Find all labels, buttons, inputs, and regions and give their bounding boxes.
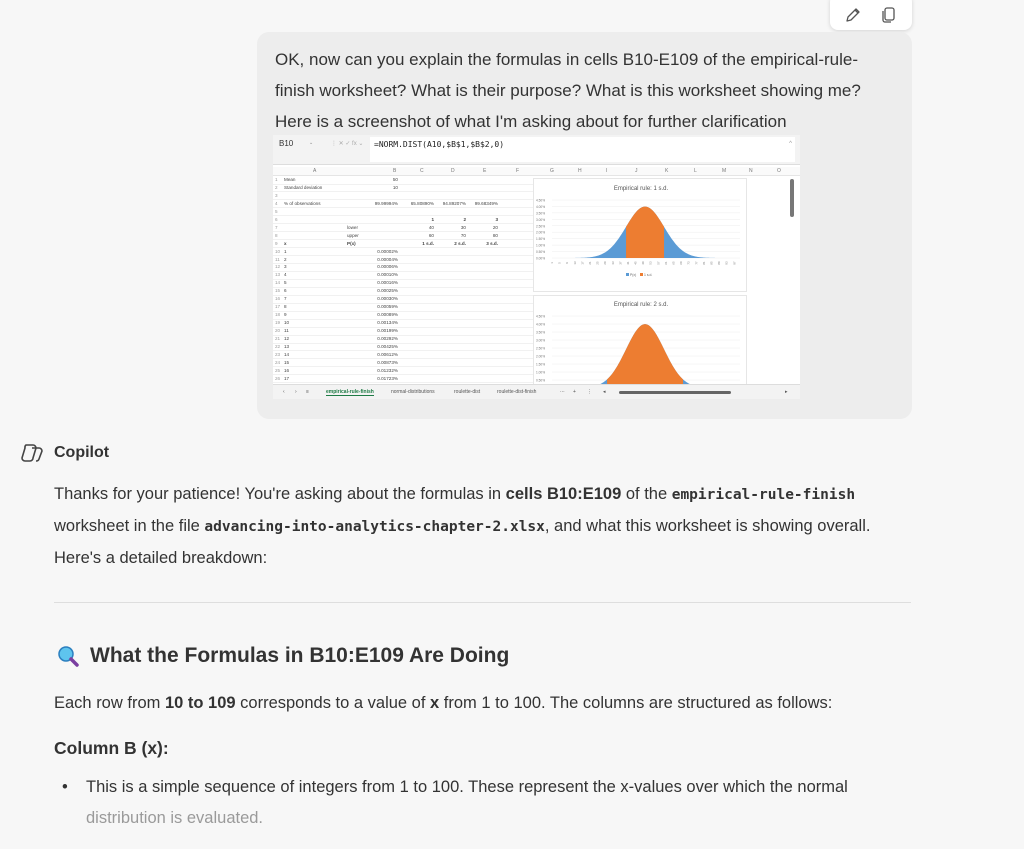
x-tick-label: 73 bbox=[686, 261, 691, 265]
user-message-text: OK, now can you explain the formulas in cells B10-E109 of the empirical-rule-finish worksheet? What is their purpose? What is this worksheet showing me? Here is a screenshot of what I'm asking about for further clarification bbox=[275, 50, 861, 131]
name-box: B10 bbox=[279, 139, 294, 148]
cell-b[interactable]: 0.00199% bbox=[377, 328, 398, 334]
x-tick-label: 49 bbox=[641, 261, 646, 265]
cell-a[interactable]: 2 bbox=[284, 256, 287, 262]
legend-swatch-sd bbox=[640, 273, 643, 276]
cell-c[interactable]: 40 bbox=[428, 224, 434, 230]
y-tick-label: 0.50% bbox=[536, 378, 546, 383]
row-number[interactable]: 13 bbox=[275, 272, 281, 278]
row-number[interactable]: 7 bbox=[275, 224, 278, 230]
cell-a[interactable]: 1 bbox=[284, 248, 287, 254]
x-tick-label: 1 bbox=[550, 262, 554, 264]
y-tick-label: 3.00% bbox=[536, 338, 546, 343]
y-tick-label: 3.50% bbox=[536, 211, 546, 216]
row-number[interactable]: 26 bbox=[275, 375, 281, 381]
rows-text: Each row from bbox=[54, 694, 165, 712]
prev-sheet-icon[interactable]: ‹ bbox=[283, 389, 285, 395]
row-number[interactable]: 24 bbox=[275, 359, 281, 365]
copilot-logo-icon bbox=[20, 442, 44, 464]
row-number[interactable]: 17 bbox=[275, 304, 281, 310]
y-tick-label: 4.50% bbox=[536, 314, 546, 319]
row-number[interactable]: 8 bbox=[275, 232, 278, 238]
cell-b[interactable]: 0.00612% bbox=[377, 351, 398, 357]
cell-d[interactable]: 2 bbox=[463, 216, 466, 222]
row-number[interactable]: 15 bbox=[275, 288, 281, 294]
column-header-l[interactable]: L bbox=[694, 168, 697, 174]
x-tick-label: 13 bbox=[572, 261, 577, 265]
sheet-tab-empirical-rule-finish[interactable]: empirical-rule-finish bbox=[326, 389, 374, 395]
cell-d[interactable]: 30 bbox=[460, 224, 466, 230]
cell-label[interactable]: upper bbox=[347, 232, 359, 238]
x-tick-label: 29 bbox=[603, 261, 608, 265]
rows-paragraph bbox=[54, 688, 914, 718]
cell-b[interactable]: 0.00002% bbox=[377, 248, 398, 254]
add-sheet-icon[interactable]: + bbox=[573, 389, 576, 395]
column-header-m[interactable]: M bbox=[722, 168, 727, 174]
more-icon: ⋮ bbox=[587, 389, 592, 395]
cell-e[interactable]: 99.68349% bbox=[474, 200, 498, 206]
cell-a[interactable]: Standard deviation bbox=[284, 184, 323, 190]
cell-b[interactable]: 50 bbox=[392, 177, 398, 182]
y-tick-label: 1.00% bbox=[536, 370, 546, 375]
section-heading-text: What the Formulas in B10:E109 Are Doing bbox=[90, 644, 510, 667]
row-number[interactable]: 19 bbox=[275, 320, 281, 326]
cell-b[interactable]: 0.00059% bbox=[377, 304, 398, 310]
sheet-tabs bbox=[273, 384, 800, 399]
sheet-menu-icon[interactable]: ≡ bbox=[306, 389, 309, 395]
row-number[interactable]: 21 bbox=[275, 336, 281, 341]
cell-grid bbox=[273, 176, 538, 383]
sheet-tab-roulette-dist-finish[interactable]: roulette-dist-finish bbox=[497, 389, 537, 395]
cell-a[interactable]: 13 bbox=[284, 343, 290, 349]
y-tick-label: 3.00% bbox=[536, 217, 546, 222]
column-header-h[interactable]: H bbox=[578, 168, 582, 174]
cell-b[interactable]: 0.00425% bbox=[377, 343, 398, 349]
cell-e[interactable]: 20 bbox=[492, 224, 498, 230]
x-tick-label: 77 bbox=[694, 261, 699, 265]
y-tick-label: 4.50% bbox=[536, 198, 546, 203]
cell-b[interactable]: 0.00010% bbox=[377, 272, 398, 278]
rows-text: from 1 to 100. The columns are structured as follows: bbox=[439, 694, 833, 712]
x-tick-label: 93 bbox=[724, 261, 729, 265]
x-tick-label: 5 bbox=[557, 262, 562, 264]
cell-b[interactable]: 0.00016% bbox=[377, 280, 398, 286]
section-heading bbox=[56, 644, 509, 668]
cell-a[interactable]: 7 bbox=[284, 296, 287, 302]
divider bbox=[54, 602, 911, 603]
x-tick-label: 97 bbox=[732, 261, 737, 265]
row-number[interactable]: 6 bbox=[275, 216, 278, 222]
y-tick-label: 4.00% bbox=[536, 322, 546, 327]
list-item bbox=[64, 772, 914, 834]
row-number[interactable]: 2 bbox=[275, 184, 278, 190]
rows-bold-range: 10 to 109 bbox=[164, 694, 236, 712]
cell-label[interactable]: lower bbox=[347, 224, 358, 230]
cell-a[interactable]: 16 bbox=[284, 367, 290, 373]
copilot-name: Copilot bbox=[54, 444, 110, 461]
row-number[interactable]: 3 bbox=[275, 192, 278, 198]
cell-b[interactable]: 0.00089% bbox=[377, 312, 398, 318]
x-tick-label: 89 bbox=[717, 261, 722, 265]
chart-title: Empirical rule: 1 s.d. bbox=[613, 186, 669, 192]
column-header-g[interactable]: G bbox=[550, 168, 554, 174]
next-sheet-icon[interactable]: › bbox=[295, 389, 297, 395]
x-tick-label: 69 bbox=[679, 261, 684, 265]
cell-a[interactable]: 3 bbox=[284, 264, 287, 270]
cell-a[interactable]: 17 bbox=[284, 375, 290, 381]
cell-b[interactable]: 0.00004% bbox=[377, 256, 398, 262]
intro-code-filename: advancing-into-analytics-chapter-2.xlsx bbox=[204, 519, 545, 535]
intro-code-worksheet: empirical-rule-finish bbox=[671, 487, 856, 503]
y-tick-label: 2.00% bbox=[536, 354, 546, 359]
cell-a[interactable]: x bbox=[284, 240, 287, 246]
rows-text: corresponds to a value of bbox=[235, 694, 431, 712]
y-tick-label: 0.50% bbox=[536, 250, 546, 255]
formula-bar bbox=[273, 135, 800, 165]
cell-b[interactable]: 0.00030% bbox=[377, 296, 398, 302]
cell-d[interactable]: 2 s.d. bbox=[454, 240, 466, 246]
x-tick-label: 85 bbox=[709, 261, 714, 265]
column-header-o[interactable]: O bbox=[777, 168, 781, 174]
cell-b[interactable]: 99.99994% bbox=[374, 200, 398, 206]
y-tick-label: 1.50% bbox=[536, 237, 546, 242]
cell-a[interactable]: 9 bbox=[284, 312, 287, 318]
y-tick-label: 1.50% bbox=[536, 362, 546, 367]
intro-bold-cells: cells B10:E109 bbox=[505, 485, 622, 503]
column-header-a[interactable]: A bbox=[313, 168, 317, 174]
x-tick-label: 45 bbox=[633, 261, 638, 265]
horizontal-scrollbar[interactable] bbox=[619, 391, 731, 394]
cell-e[interactable]: 80 bbox=[492, 232, 498, 238]
y-tick-label: 3.50% bbox=[536, 330, 546, 335]
cell-a[interactable]: 14 bbox=[284, 351, 290, 357]
rows-bold-x: x bbox=[430, 694, 440, 712]
row-number[interactable]: 1 bbox=[275, 177, 278, 182]
column-header-c[interactable]: C bbox=[420, 168, 424, 174]
cell-e[interactable]: 3 s.d. bbox=[486, 240, 498, 246]
x-tick-label: 33 bbox=[610, 261, 615, 265]
copy-icon bbox=[880, 6, 898, 24]
y-tick-label: 2.50% bbox=[536, 346, 546, 351]
cell-b[interactable]: 10 bbox=[392, 184, 398, 190]
cell-label[interactable]: P(x) bbox=[347, 240, 356, 246]
row-number[interactable]: 4 bbox=[275, 200, 278, 206]
sheet-list-icon[interactable]: ⋯ bbox=[560, 389, 565, 395]
cell-c[interactable]: 1 s.d. bbox=[422, 240, 434, 246]
x-tick-label: 53 bbox=[648, 261, 653, 265]
formula-text: =NORM.DIST(A10,$B$1,$B$2,0) bbox=[370, 137, 795, 162]
column-header-e[interactable]: E bbox=[483, 168, 487, 174]
cell-d[interactable]: 94.89207% bbox=[442, 200, 466, 206]
vertical-scrollbar[interactable] bbox=[790, 179, 794, 217]
row-number[interactable]: 23 bbox=[275, 351, 281, 357]
subheading-column-b: Column B (x): bbox=[54, 738, 169, 758]
x-tick-label: 65 bbox=[671, 261, 676, 265]
chart-1sd bbox=[533, 178, 747, 292]
cell-a[interactable]: 5 bbox=[284, 280, 287, 286]
chart-title: Empirical rule: 2 s.d. bbox=[613, 302, 669, 308]
bullet-text-faded: distribution is evaluated. bbox=[86, 809, 264, 827]
sheet-row bbox=[273, 375, 538, 384]
cell-a[interactable]: 11 bbox=[284, 328, 289, 334]
cell-b[interactable]: 0.00873% bbox=[377, 359, 398, 365]
cell-d[interactable]: 70 bbox=[460, 232, 466, 238]
chart-2sd bbox=[533, 295, 747, 385]
x-tick-label: 37 bbox=[618, 261, 623, 265]
x-tick-label: 25 bbox=[595, 261, 600, 265]
pencil-icon bbox=[844, 6, 862, 24]
chevron-down-icon: ⌄ bbox=[309, 140, 314, 146]
bullet-icon: • bbox=[62, 778, 68, 796]
column-headers bbox=[273, 167, 800, 176]
edit-button[interactable] bbox=[844, 6, 862, 24]
row-number[interactable]: 11 bbox=[275, 256, 280, 262]
bullet-text: This is a simple sequence of integers from 1 to 100. These represent the x-values over which the normal bbox=[86, 778, 848, 796]
row-number[interactable]: 12 bbox=[275, 264, 281, 270]
copy-button[interactable] bbox=[880, 6, 898, 24]
x-tick-label: 17 bbox=[580, 261, 585, 265]
column-header-b[interactable]: B bbox=[393, 168, 397, 174]
scroll-left-icon[interactable]: ◂ bbox=[603, 389, 606, 395]
y-tick-label: 4.00% bbox=[536, 204, 546, 209]
sheet-tab-roulette-dist[interactable]: roulette-dist bbox=[454, 389, 481, 395]
cell-a[interactable]: 12 bbox=[284, 336, 290, 341]
copilot-header bbox=[20, 442, 109, 464]
y-tick-label: 1.00% bbox=[536, 243, 546, 248]
series-sd-area bbox=[607, 324, 683, 386]
cell-b[interactable]: 0.00006% bbox=[377, 264, 398, 270]
legend-label-sd: 1 s.d. bbox=[644, 273, 653, 277]
legend-swatch-px bbox=[626, 273, 629, 276]
cell-b[interactable]: 0.00025% bbox=[377, 288, 398, 294]
column-header-n[interactable]: N bbox=[749, 168, 753, 174]
row-number[interactable]: 16 bbox=[275, 296, 281, 302]
scroll-right-icon[interactable]: ▸ bbox=[785, 389, 788, 395]
x-tick-label: 81 bbox=[701, 261, 706, 265]
cell-a[interactable]: % of observations bbox=[284, 200, 321, 206]
row-number[interactable]: 25 bbox=[275, 367, 281, 373]
row-number[interactable]: 14 bbox=[275, 280, 281, 286]
cell-b[interactable]: 0.01232% bbox=[377, 367, 398, 373]
intro-text: , and what this worksheet is showing overall. Here's a detailed breakdown: bbox=[54, 517, 871, 567]
cell-a[interactable]: 4 bbox=[284, 272, 287, 278]
x-tick-label: 21 bbox=[587, 261, 592, 265]
intro-text: worksheet in the file bbox=[54, 517, 205, 535]
legend-label-px: P(x) bbox=[630, 273, 637, 277]
series-sd-area bbox=[626, 207, 664, 258]
fx-icon: ⋮ ✕ ✓ fx ⌄ bbox=[331, 141, 364, 147]
intro-text: Thanks for your patience! You're asking about the formulas in bbox=[54, 485, 506, 503]
row-number[interactable]: 22 bbox=[275, 343, 281, 349]
sheet-tab-normal-distributions[interactable]: normal-distributions bbox=[391, 389, 435, 395]
x-tick-label: 57 bbox=[656, 261, 661, 265]
cell-b[interactable]: 0.00134% bbox=[377, 320, 398, 326]
column-header-f[interactable]: F bbox=[516, 168, 520, 174]
intro-text: of the bbox=[621, 485, 672, 503]
cell-b[interactable]: 0.01723% bbox=[377, 375, 398, 381]
column-header-i[interactable]: I bbox=[606, 168, 608, 174]
user-message-bubble bbox=[257, 32, 912, 419]
cell-a[interactable]: 6 bbox=[284, 288, 287, 294]
column-header-d[interactable]: D bbox=[451, 168, 455, 174]
cell-a[interactable]: 8 bbox=[284, 304, 287, 310]
message-toolbar bbox=[830, 0, 912, 30]
column-header-k[interactable]: K bbox=[665, 168, 669, 174]
row-number[interactable]: 9 bbox=[275, 240, 278, 246]
cell-b[interactable]: 0.00292% bbox=[377, 336, 398, 341]
cell-c[interactable]: 65.80890% bbox=[410, 200, 434, 206]
cell-a[interactable]: 10 bbox=[284, 320, 290, 326]
x-tick-label: 9 bbox=[565, 262, 570, 264]
cell-c[interactable]: 1 bbox=[431, 216, 434, 222]
y-tick-label: 0.00% bbox=[536, 256, 546, 261]
copilot-intro-paragraph bbox=[54, 479, 914, 574]
x-tick-label: 41 bbox=[625, 261, 630, 265]
chevron-up-icon: ^ bbox=[789, 141, 792, 147]
cell-a[interactable]: Mean bbox=[284, 177, 296, 182]
excel-screenshot bbox=[273, 135, 800, 399]
cell-c[interactable]: 60 bbox=[428, 232, 434, 238]
column-header-j[interactable]: J bbox=[635, 168, 638, 174]
row-number[interactable]: 10 bbox=[275, 248, 281, 254]
row-number[interactable]: 18 bbox=[275, 312, 281, 318]
row-number[interactable]: 5 bbox=[275, 208, 278, 214]
y-tick-label: 2.00% bbox=[536, 230, 546, 235]
row-number[interactable]: 20 bbox=[275, 328, 281, 334]
x-tick-label: 61 bbox=[663, 261, 668, 265]
cell-e[interactable]: 3 bbox=[495, 216, 498, 222]
cell-a[interactable]: 15 bbox=[284, 359, 290, 365]
magnifier-icon bbox=[56, 644, 80, 668]
y-tick-label: 2.50% bbox=[536, 224, 546, 229]
